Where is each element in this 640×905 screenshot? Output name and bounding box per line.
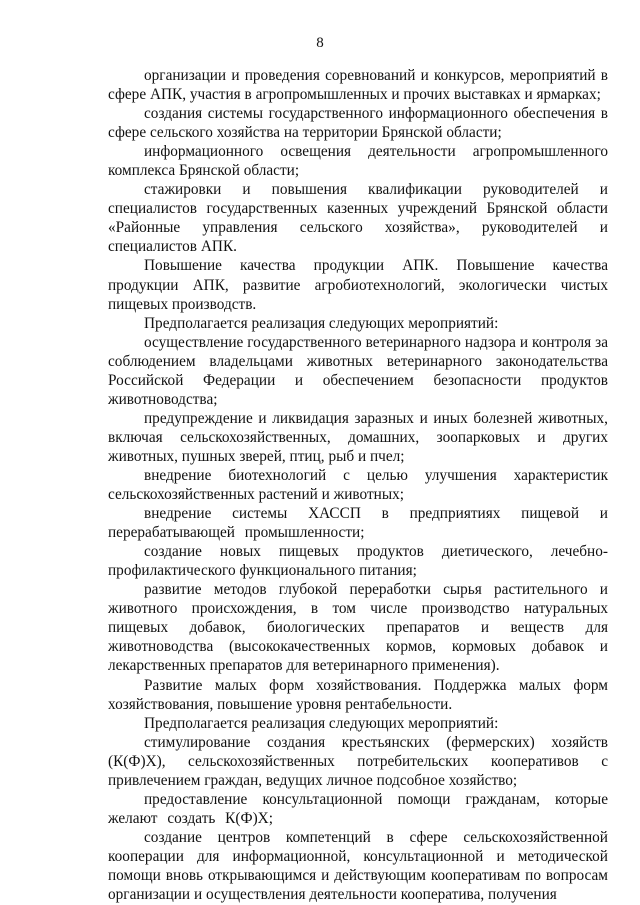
paragraph: Развитие малых форм хозяйствования. Поддержка малых форм хозяйствования, повышение уровня рентабельности. [108,676,608,713]
paragraph: создания системы государственного информационного обеспечения в сфере сельского хозяйства на территории Брянской области; [108,105,608,142]
paragraph: осуществление государственного ветеринарного надзора и контроля за соблюдением владельцами животных ветеринарного законодательства Российской Федерации и обеспечением безопасности продуктов животноводства; [108,333,608,408]
paragraph: создание центров компетенций в сфере сельскохозяйственной кооперации для информационной, консультационной и методической помощи вновь открывающимся и действующим кооперативам по вопросам организации и осуществления деятельности кооператива, получения [108,828,608,904]
paragraph: Предполагается реализация следующих мероприятий: [144,314,499,332]
page-number: 8 [316,35,324,51]
paragraph: внедрение биотехнологий с целью улучшения характеристик сельскохозяйственных растений и животных; [108,466,608,504]
paragraph: Предполагается реализация следующих мероприятий: [144,714,499,732]
paragraph: внедрение системы ХАССП в предприятиях пищевой и перерабатывающей промышленности; [108,505,608,542]
paragraph: стажировки и повышения квалификации руководителей и специалистов государственных казенных учреждений Брянской области «Районные управления сельского хозяйства», руководителей и специалистов АПК. [108,181,608,256]
paragraph: предупреждение и ликвидация заразных и иных болезней животных, включая сельскохозяйственных, домашних, зоопарковых и других животных, пушных зверей, птиц, рыб и пчел; [108,409,608,465]
paragraph: предоставление консультационной помощи гражданам, которые желают создать К(Ф)Х; [108,790,608,827]
paragraph: стимулирование создания крестьянских (фермерских) хозяйств (К(Ф)Х), сельскохозяйственных потребительских кооперативов с привлечением граждан, ведущих личное подсобное хозяйство; [108,733,608,789]
paragraph: создание новых пищевых продуктов диетического, лечебно-профилактического функционального питания; [108,543,608,580]
paragraph: развитие методов глубокой переработки сырья растительного и животного происхождения, в том числе производство натуральных пищевых добавок, биологических препаратов и веществ для животноводства (высококачественных кормов, кормовых добавок и лекарственных препаратов для ветеринарного применения). [108,581,608,675]
paragraph: Повышение качества продукции АПК. Повышение качества продукции АПК, развитие агробиотехнологий, экологически чистых пищевых производств. [108,257,608,313]
paragraph: организации и проведения соревнований и конкурсов, мероприятий в сфере АПК, участия в агропромышленных и прочих выставках и ярмарках; [108,67,608,104]
document-body [108,66,608,904]
paragraph: информационного освещения деятельности агропромышленного комплекса Брянской области; [108,143,608,180]
